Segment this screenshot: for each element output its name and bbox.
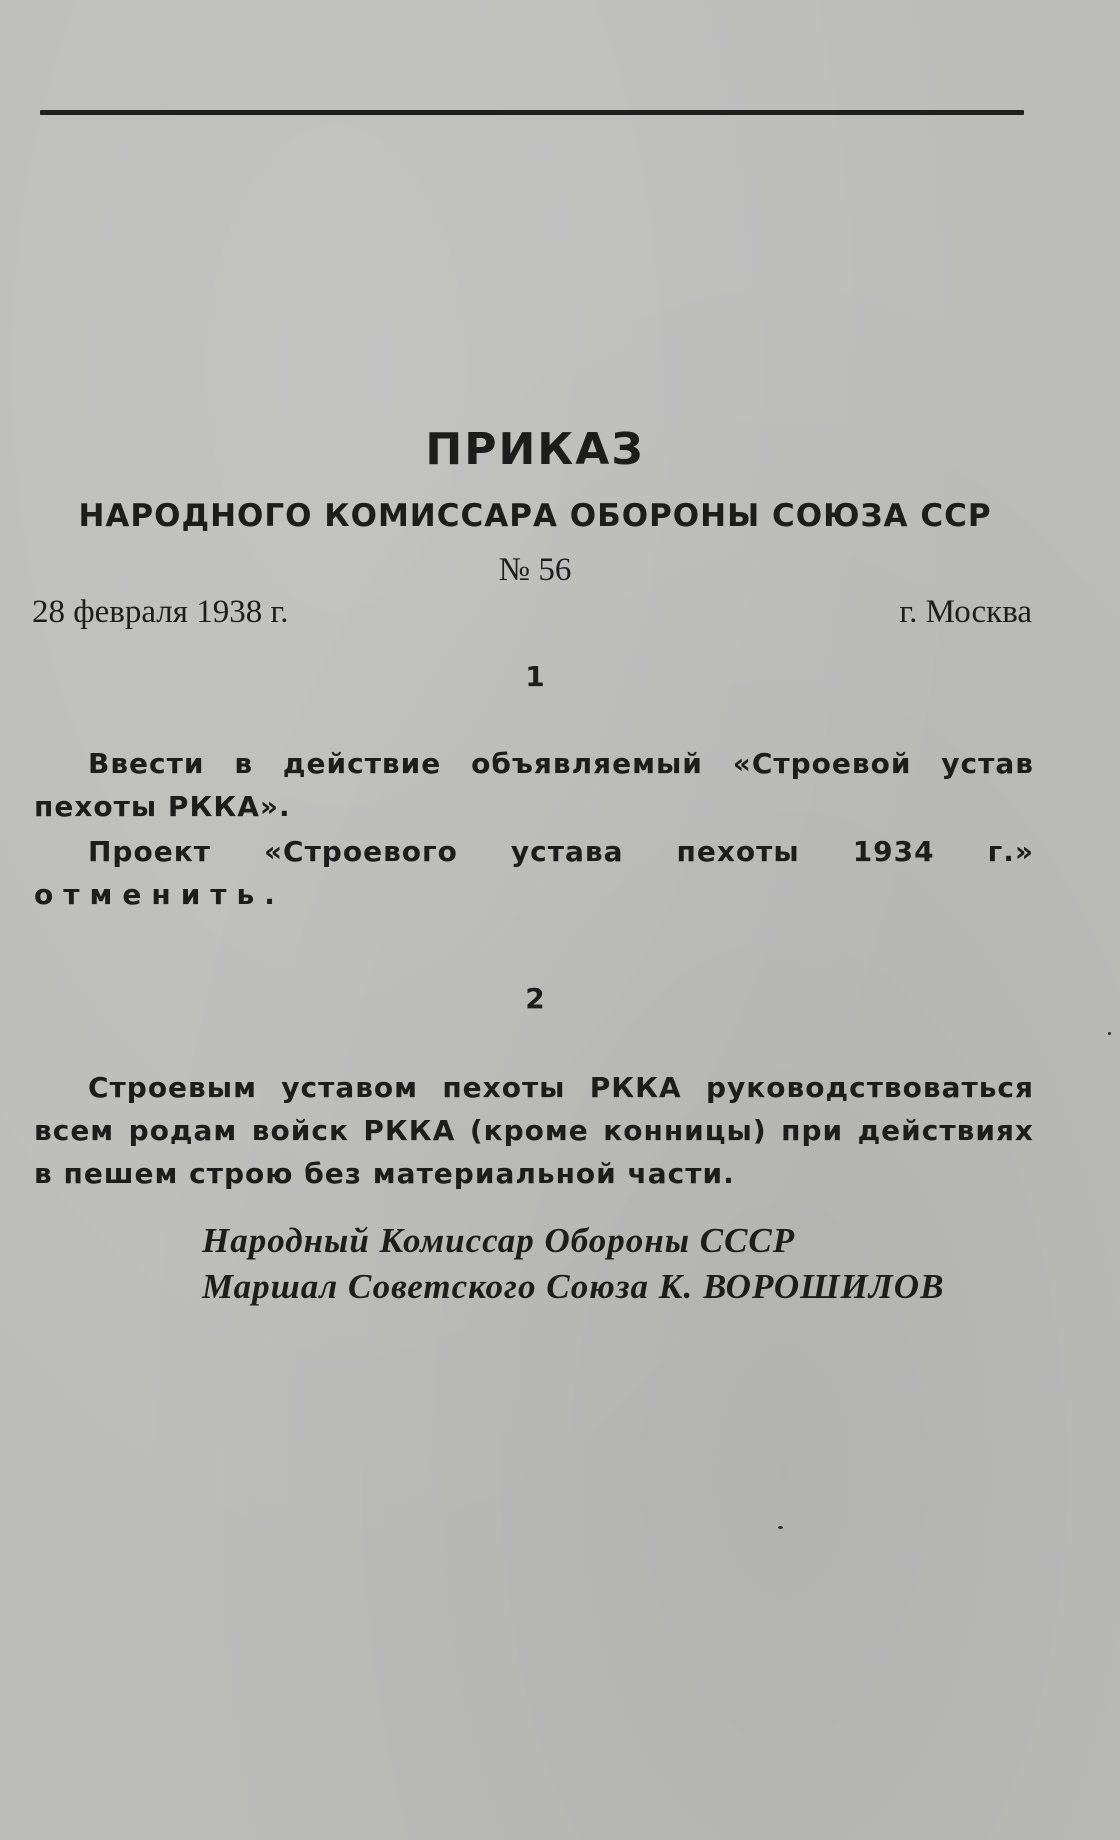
section-1-paragraph-2-emphasis: отменить. [34,878,285,911]
order-subtitle: НАРОДНОГО КОМИССАРА ОБОРОНЫ СОЮЗА ССР [78,498,992,534]
signature-line-2: Маршал Советского Союза К. ВОРОШИЛОВ [202,1267,945,1306]
order-title: ПРИКАЗ [425,424,645,475]
order-place: г. Москва [899,594,1032,630]
section-2-paragraph-1 [34,1066,1034,1195]
section-2-number: 2 [525,982,545,1015]
section-2-paragraph-1-text: Строевым уставом пехоты РККА руководствоваться всем родам войск РККА (кроме конницы) при действиях в пешем строю без материальной части. [34,1071,1034,1190]
dust-speck [1108,1032,1111,1035]
section-1-number: 1 [525,660,545,693]
dust-speck [778,1526,783,1529]
signature-line-1: Народный Комиссар Обороны СССР [202,1221,796,1260]
signature-block [202,1218,944,1310]
top-rule [40,110,1024,115]
section-1-paragraph-1-text: Ввести в действие объявляемый «Строевой устав пехоты РККА». [34,747,1034,823]
section-1-paragraph-2 [34,830,1034,916]
order-number: № 56 [498,552,572,588]
section-1-paragraph-1 [34,742,1034,828]
order-date: 28 февраля 1938 г. [32,594,289,630]
section-1-paragraph-2-text: Проект «Строевого устава пехоты 1934 г.» [88,835,1034,868]
